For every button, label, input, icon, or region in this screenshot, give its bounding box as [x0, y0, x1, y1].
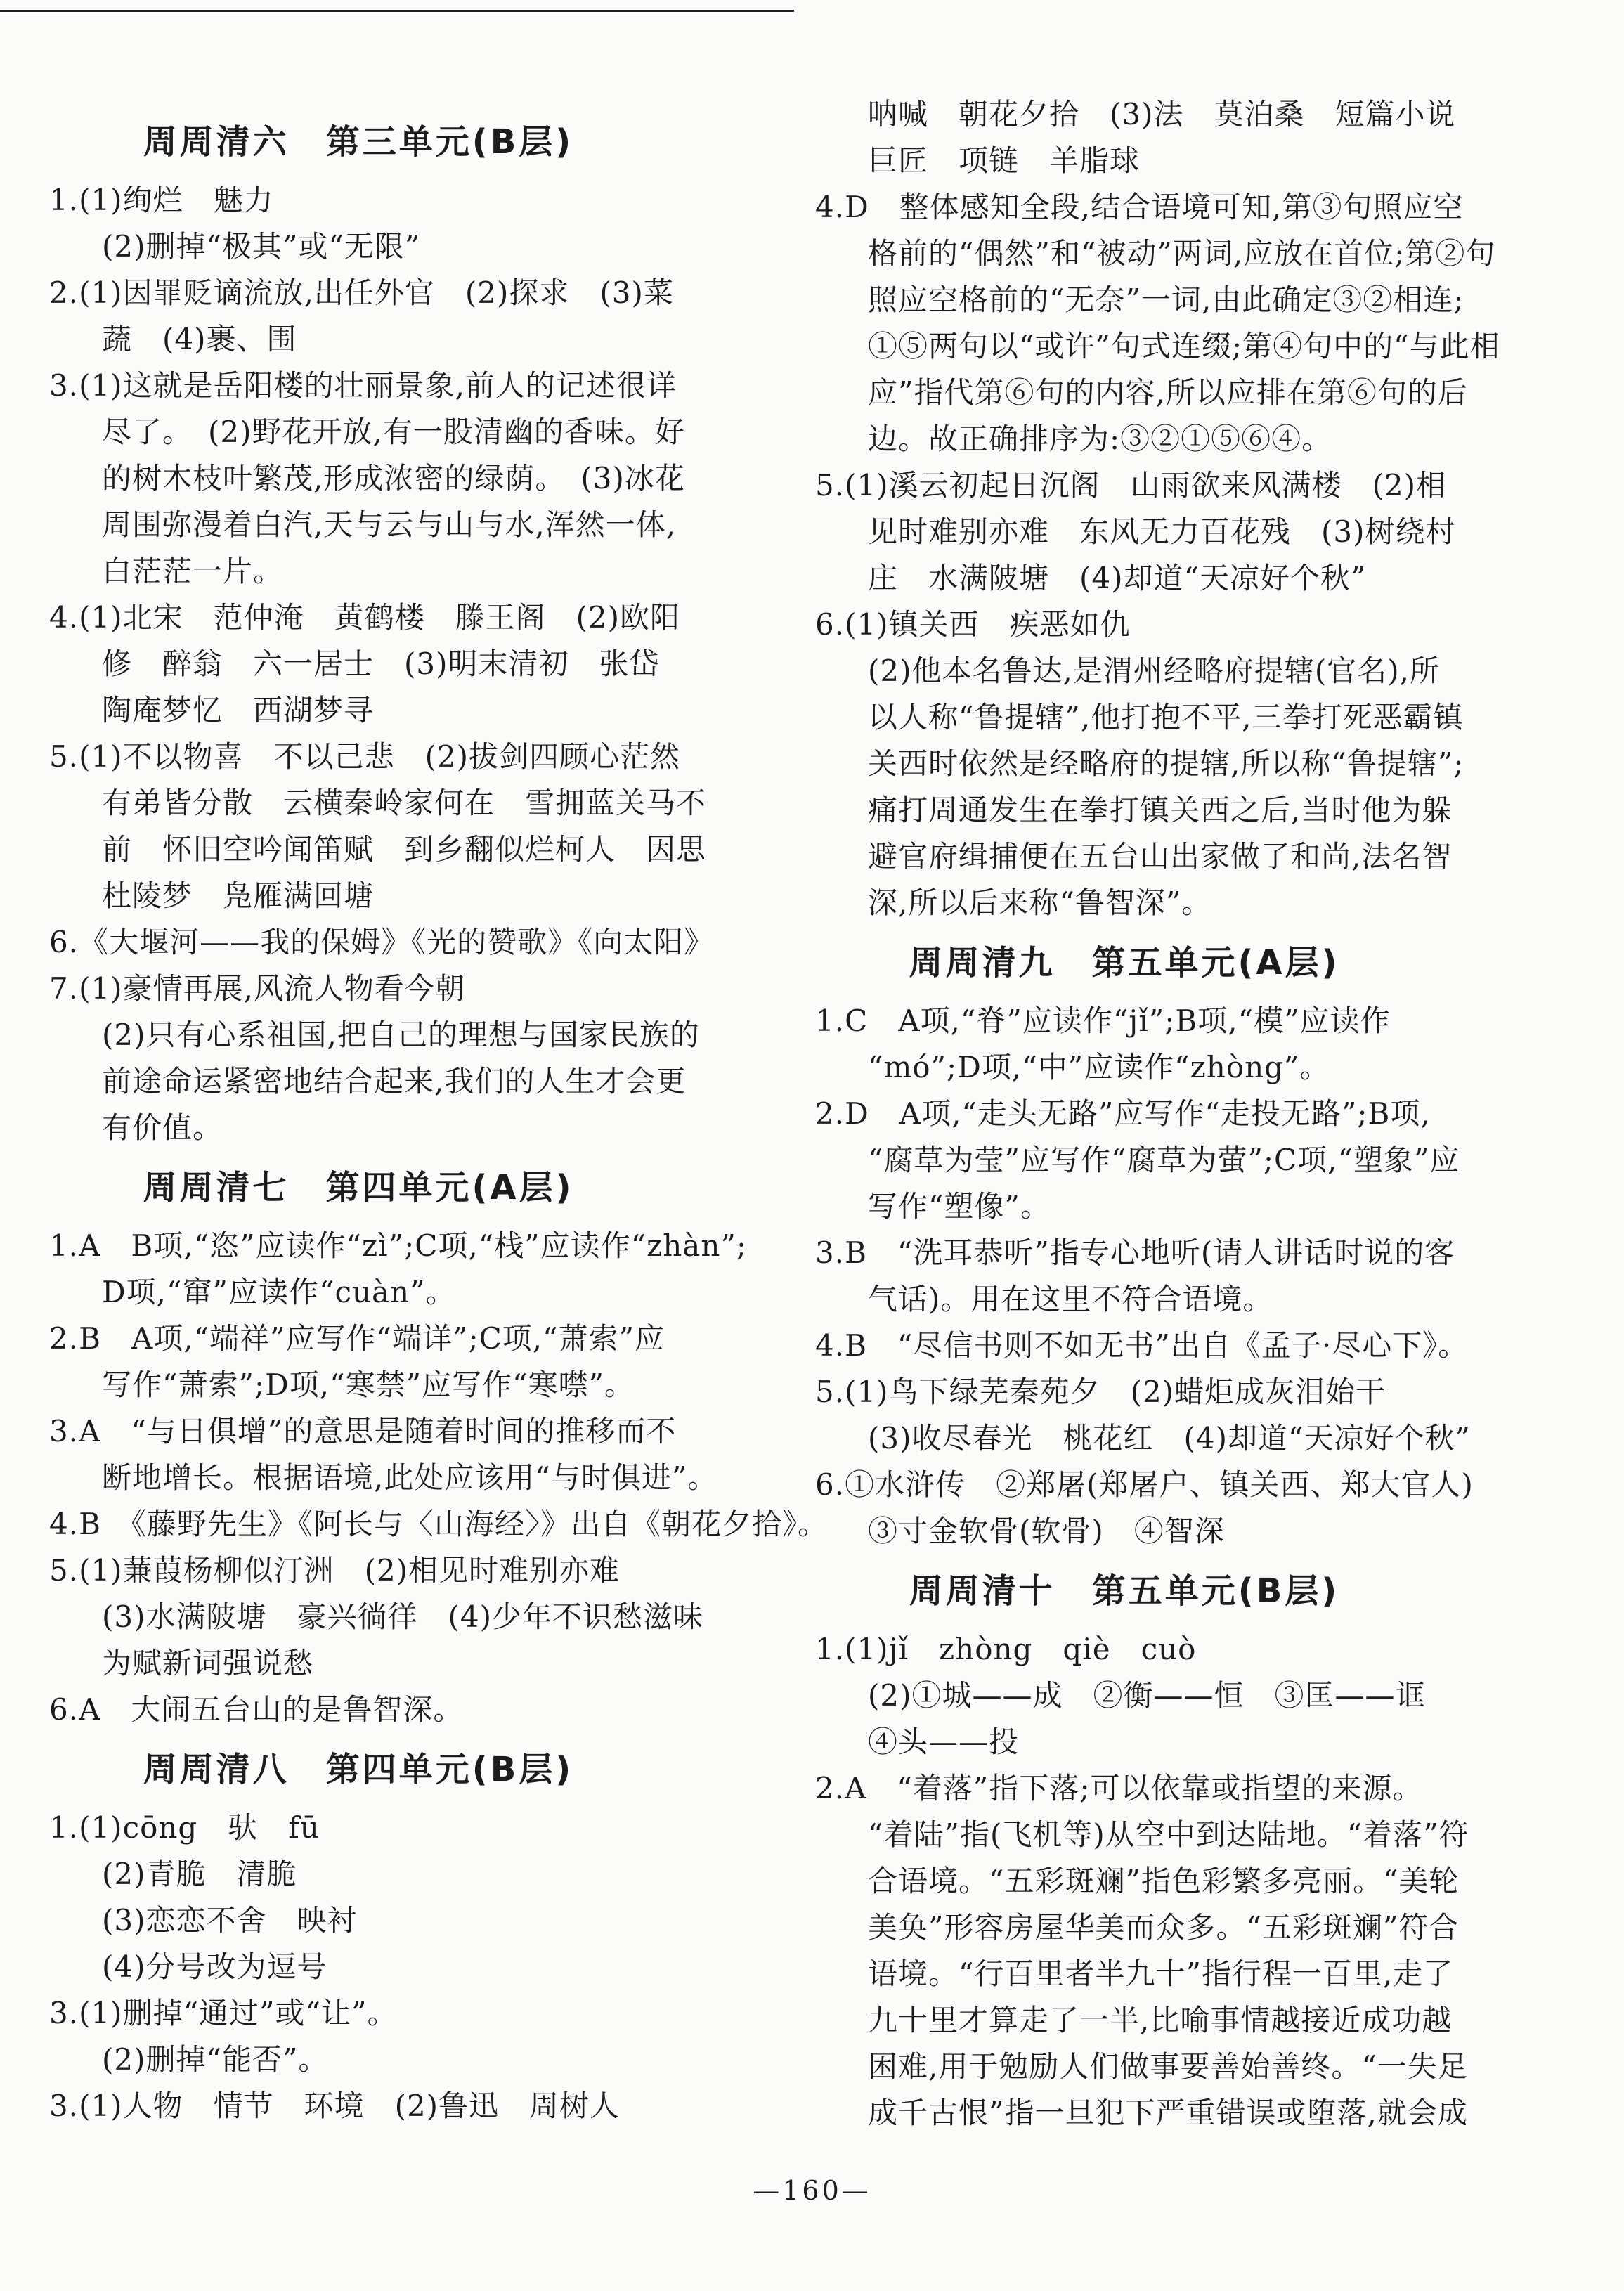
answer-line-continued: (2)只有心系祖国,把自己的理想与国家民族的 — [102, 1018, 700, 1052]
answer-line-continued: 呐喊 朝花夕拾 (3)法 莫泊桑 短篇小说 — [868, 97, 1456, 131]
top-rule — [0, 10, 794, 12]
answer-line: 3.A “与日俱增”的意思是随着时间的推移而不 — [49, 1414, 677, 1448]
answer-line-continued: (2)他本名鲁达,是渭州经略府提辖(官名),所 — [868, 654, 1440, 688]
answer-line: 1.(1)jǐ zhòng qiè cuò — [815, 1632, 1197, 1666]
answer-line-continued: (3)恋恋不舍 映衬 — [102, 1903, 358, 1938]
answer-line-continued: (2)①城——成 ②衡——恒 ③匡——诓 — [868, 1678, 1426, 1713]
answer-line-continued: 写作“塑像”。 — [868, 1189, 1051, 1224]
answer-line-continued: 前途命运紧密地结合起来,我们的人生才会更 — [102, 1064, 687, 1098]
answer-line: 6.(1)镇关西 疾恶如仇 — [815, 607, 1131, 642]
answer-line-continued: 白茫茫一片。 — [102, 554, 284, 588]
answer-line: 5.(1)不以物喜 不以己悲 (2)拔剑四顾心茫然 — [49, 739, 681, 774]
answer-line: 2.B A项,“端祥”应写作“端详”;C项,“萧索”应 — [49, 1321, 665, 1356]
answer-line: 6.①水浒传 ②郑屠(郑屠户、镇关西、郑大官人) — [815, 1467, 1474, 1502]
answer-line: 4.B “尽信书则不如无书”出自《孟子·尽心下》。 — [815, 1328, 1469, 1363]
answer-line-continued: 照应空格前的“无奈”一词,由此确定③②相连; — [868, 283, 1464, 317]
answer-line-continued: 杜陵梦 凫雁满回塘 — [102, 878, 375, 913]
answer-line: 2.(1)因罪贬谪流放,出任外官 (2)探求 (3)菜 — [49, 275, 674, 310]
answer-line-continued: (2)删掉“能否”。 — [102, 2042, 329, 2077]
answer-line-continued: 成千古恨”指一旦犯下严重错误或堕落,就会成 — [868, 2096, 1468, 2130]
answer-line-continued: ④头——投 — [868, 1725, 1020, 1759]
section-heading: 周周清八 第四单元(B层) — [143, 1750, 574, 1789]
section-heading: 周周清七 第四单元(A层) — [143, 1168, 574, 1207]
section-heading: 周周清十 第五单元(B层) — [909, 1571, 1340, 1611]
answer-line: 2.D A项,“走头无路”应写作“走投无路”;B项, — [815, 1096, 1431, 1131]
answer-line-continued: 见时难别亦难 东风无力百花残 (3)树绕村 — [868, 514, 1456, 549]
answer-line-continued: 关西时依然是经略府的提辖,所以称“鲁提辖”; — [868, 746, 1464, 781]
answer-line-continued: 为赋新词强说愁 — [102, 1646, 314, 1680]
answer-line: 3.B “洗耳恭听”指专心地听(请人讲话时说的客 — [815, 1235, 1455, 1270]
answer-line: 7.(1)豪情再展,风流人物看今朝 — [49, 971, 465, 1006]
answer-line-continued: (4)分号改为逗号 — [102, 1949, 327, 1984]
answer-line: 5.(1)鸟下绿芜秦苑夕 (2)蜡炬成灰泪始干 — [815, 1375, 1386, 1409]
answer-line: 2.A “着落”指下落;可以依靠或指望的来源。 — [815, 1771, 1423, 1805]
answer-line: 5.(1)蒹葭杨柳似汀洲 (2)相见时难别亦难 — [49, 1553, 621, 1588]
answer-line-continued: 避官府缉捕便在五台山出家做了和尚,法名智 — [868, 839, 1453, 874]
section-heading: 周周清九 第五单元(A层) — [909, 943, 1340, 982]
answer-line-continued: 有价值。 — [102, 1110, 223, 1145]
answer-line-continued: ①⑤两句以“或许”句式连缀;第④句中的“与此相 — [868, 329, 1500, 363]
answer-line-continued: “mó”;D项,“中”应读作“zhòng”。 — [868, 1050, 1330, 1084]
answer-line: 5.(1)溪云初起日沉阁 山雨欲来风满楼 (2)相 — [815, 468, 1447, 502]
left-column — [49, 105, 828, 2129]
answer-line-continued: ③寸金软骨(软骨) ④智深 — [868, 1514, 1225, 1548]
answer-line: 6.A 大闹五台山的是鲁智深。 — [49, 1692, 464, 1727]
answer-line: 3.(1)这就是岳阳楼的壮丽景象,前人的记述很详 — [49, 368, 677, 403]
answer-line: 1.A B项,“恣”应读作“zì”;C项,“栈”应读作“zhàn”; — [49, 1228, 748, 1263]
answer-line-continued: 的树木枝叶繁茂,形成浓密的绿荫。 (3)冰花 — [102, 461, 685, 495]
page-number: —160— — [753, 2175, 871, 2206]
right-column — [815, 91, 1500, 2136]
answer-line-continued: 九十里才算走了一半,比喻事情越接近成功越 — [868, 2003, 1453, 2037]
answer-line-continued: 修 醉翁 六一居士 (3)明末清初 张岱 — [102, 647, 660, 681]
answer-line-continued: 有弟皆分散 云横秦岭家何在 雪拥蓝关马不 — [102, 786, 707, 820]
answer-line-continued: 边。故正确排序为:③②①⑤⑥④。 — [868, 422, 1332, 456]
answer-line: 1.(1)cōng 驮 fū — [49, 1810, 320, 1845]
section-heading: 周周清六 第三单元(B层) — [143, 122, 574, 162]
answer-line-continued: (2)删掉“极其”或“无限” — [102, 229, 421, 264]
answer-line: 3.(1)人物 情节 环境 (2)鲁迅 周树人 — [49, 2089, 621, 2123]
answer-line-continued: 美奂”形容房屋华美而众多。“五彩斑斓”符合 — [868, 1910, 1460, 1945]
answer-line-continued: 合语境。“五彩斑斓”指色彩繁多亮丽。“美轮 — [868, 1864, 1460, 1898]
answer-line: 3.(1)删掉“通过”或“让”。 — [49, 1996, 398, 2030]
answer-line-continued: 写作“萧索”;D项,“寒禁”应写作“寒噤”。 — [102, 1368, 635, 1402]
answer-line-continued: 深,所以后来称“鲁智深”。 — [868, 885, 1212, 920]
answer-line-continued: 陶庵梦忆 西湖梦寻 — [102, 693, 375, 727]
answer-line: 4.(1)北宋 范仲淹 黄鹤楼 滕王阁 (2)欧阳 — [49, 600, 681, 635]
answer-line-continued: 气话)。用在这里不符合语境。 — [868, 1282, 1273, 1316]
answer-line-continued: 断地增长。根据语境,此处应该用“与时俱进”。 — [102, 1460, 718, 1495]
answer-line-continued: 语境。“行百里者半九十”指行程一百里,走了 — [868, 1956, 1454, 1991]
answer-line-continued: “腐草为莹”应写作“腐草为萤”;C项,“塑象”应 — [868, 1143, 1460, 1177]
answer-line-continued: 蔬 (4)裹、围 — [102, 322, 297, 356]
answer-line: 1.(1)绚烂 魅力 — [49, 183, 274, 217]
answer-line: 6.《大堰河——我的保姆》《光的赞歌》《向太阳》 — [49, 925, 715, 959]
answer-line-continued: 应”指代第⑥句的内容,所以应排在第⑥句的后 — [868, 375, 1468, 410]
answer-line: 1.C A项,“脊”应读作“jǐ”;B项,“模”应读作 — [815, 1004, 1391, 1038]
answer-line-continued: 周围弥漫着白汽,天与云与山与水,浑然一体, — [102, 507, 677, 542]
answer-line-continued: 困难,用于勉励人们做事要善始善终。“一失足 — [868, 2049, 1468, 2084]
answer-line: 4.D 整体感知全段,结合语境可知,第③句照应空 — [815, 190, 1464, 224]
answer-line-continued: (3)水满陂塘 豪兴徜徉 (4)少年不识愁滋味 — [102, 1599, 703, 1634]
answer-line-continued: 格前的“偶然”和“被动”两词,应放在首位;第②句 — [868, 236, 1496, 271]
answer-line-continued: 尽了。 (2)野花开放,有一股清幽的香味。好 — [102, 415, 685, 449]
answer-line-continued: 庄 水满陂塘 (4)却道“天凉好个秋” — [868, 561, 1367, 595]
answer-line-continued: 痛打周通发生在拳打镇关西之后,当时他为躲 — [868, 793, 1453, 827]
answer-line-continued: D项,“窜”应读作“cuàn”。 — [102, 1275, 456, 1309]
answer-line-continued: 巨匠 项链 羊脂球 — [868, 143, 1141, 178]
answer-line-continued: (3)收尽春光 桃花红 (4)却道“天凉好个秋” — [868, 1421, 1471, 1455]
answer-line-continued: 以人称“鲁提辖”,他打抱不平,三拳打死恶霸镇 — [868, 700, 1464, 734]
answer-line: 4.B 《藤野先生》《阿长与〈山海经〉》出自《朝花夕拾》。 — [49, 1507, 828, 1541]
answer-line-continued: (2)青脆 清脆 — [102, 1857, 297, 1891]
answer-line-continued: “着陆”指(飞机等)从空中到达陆地。“着落”符 — [868, 1817, 1469, 1852]
answer-line-continued: 前 怀旧空吟闻笛赋 到乡翻似烂柯人 因思 — [102, 832, 707, 867]
